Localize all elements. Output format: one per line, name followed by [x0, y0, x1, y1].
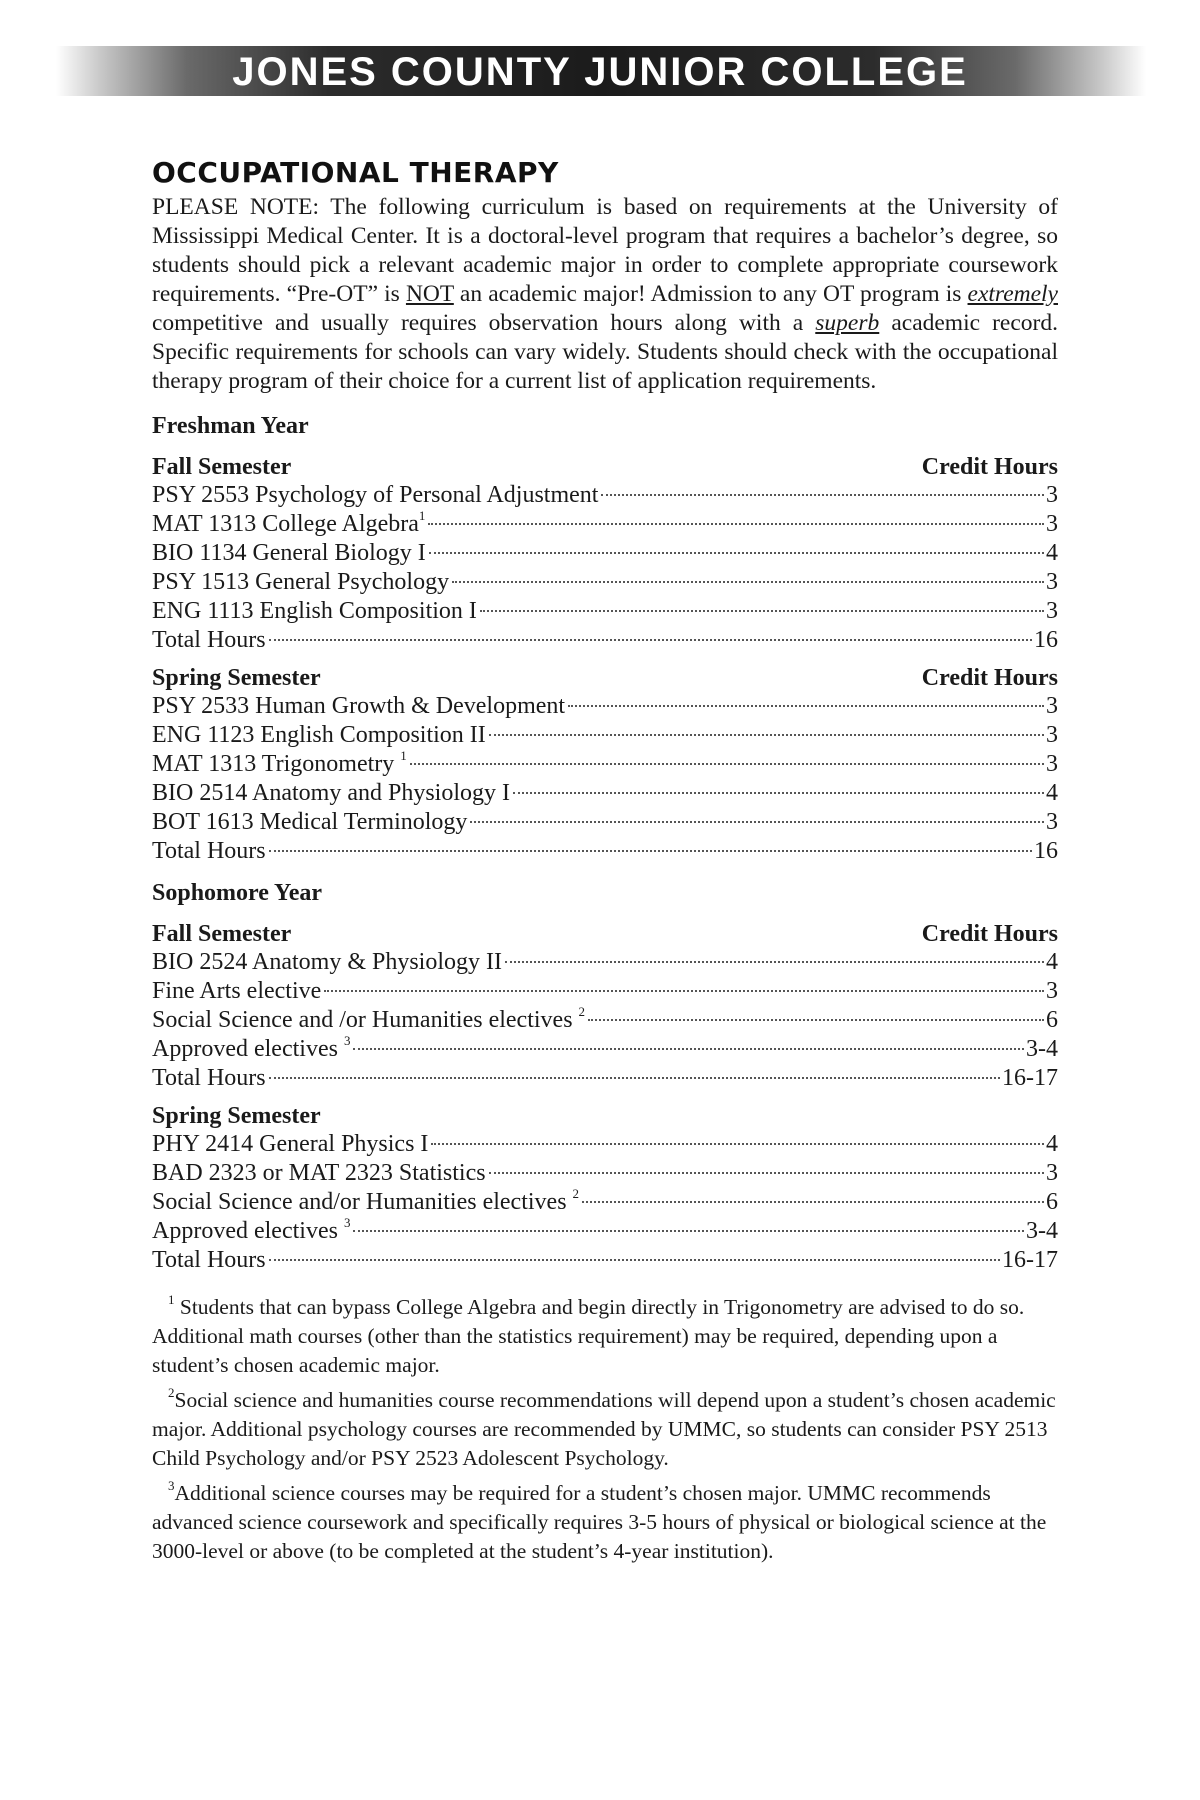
credit-hours-label: Credit Hours	[921, 665, 1058, 691]
total-hours: 16	[1034, 838, 1058, 864]
course-row	[152, 692, 1058, 721]
course-name: Approved electives $^3$	[152, 1033, 351, 1062]
total-label: Total Hours	[152, 627, 266, 653]
course-row	[152, 779, 1058, 808]
dot-leader	[269, 639, 1032, 641]
course-row	[152, 481, 1058, 510]
course-hours: 4	[1046, 780, 1058, 806]
semester-header	[152, 1102, 1058, 1130]
dot-leader	[410, 763, 1044, 765]
total-hours: 16-17	[1002, 1247, 1058, 1273]
dot-leader	[480, 610, 1044, 612]
dot-leader	[505, 961, 1044, 963]
dot-leader	[428, 523, 1044, 525]
semester-label: Spring Semester	[152, 665, 321, 691]
course-name: PHY 2414 General Physics I	[152, 1131, 429, 1157]
dot-leader	[588, 1019, 1044, 1021]
semester-header	[152, 453, 1058, 481]
dot-leader	[269, 1077, 1000, 1079]
total-hours: 16	[1034, 627, 1058, 653]
footnote-mark: 1	[168, 1291, 175, 1307]
course-row	[152, 1159, 1058, 1188]
course-name: BIO 2514 Anatomy and Physiology I	[152, 780, 510, 806]
footnote-ref: 1	[400, 748, 407, 763]
semester-label: Fall Semester	[152, 454, 292, 480]
course-name: ENG 1113 English Composition I	[152, 598, 477, 624]
course-name: Approved electives $^3$	[152, 1215, 351, 1244]
footnote-text: Social science and humanities course recommendations will depend upon a student’s chosen academic major. Additional psychology courses are recommended by UMMC, so students can consider PSY 2513 Child Psychology and/or PSY 2523 Adolescent Psychology.	[152, 1388, 1056, 1470]
note-not-emphasis: NOT	[405, 281, 454, 307]
footnote-1	[152, 1293, 1058, 1380]
note-superb-emphasis: superb	[815, 310, 880, 336]
dot-leader	[429, 552, 1044, 554]
freshman-year-heading: Freshman Year	[152, 413, 309, 439]
course-name: ENG 1123 English Composition II	[152, 722, 486, 748]
dot-leader	[269, 1259, 1000, 1261]
course-name: MAT 1313 Trigonometry $^1$	[152, 748, 407, 777]
footnote-3	[152, 1479, 1058, 1566]
course-name: PSY 2553 Psychology of Personal Adjustment	[152, 482, 599, 508]
course-row	[152, 948, 1058, 977]
credit-hours-label: Credit Hours	[921, 454, 1058, 480]
course-name: Social Science and /or Humanities electives $^2$	[152, 1004, 586, 1033]
course-hours: 3	[1046, 1160, 1058, 1186]
semester-label: Fall Semester	[152, 921, 292, 947]
dot-leader	[470, 821, 1044, 823]
course-name: MAT 1313 College Algebra$^1$	[152, 508, 426, 537]
course-hours: 3	[1046, 751, 1058, 777]
note-extremely-emphasis: extremely	[967, 281, 1058, 307]
course-name: BIO 1134 General Biology I	[152, 540, 426, 566]
dot-leader	[353, 1230, 1024, 1232]
sophomore-fall-semester	[152, 920, 1058, 1093]
total-row	[152, 1064, 1058, 1093]
note-text-4: academic record. Specific requirements for schools can vary widely. Students should check with the occupational therapy program of their choice for a current list of application requirements.	[152, 310, 1058, 394]
note-text-3: competitive and usually requires observation hours along with a	[152, 310, 816, 336]
footnote-text: Students that can bypass College Algebra and begin directly in Trigonometry are advised to do so. Additional math courses (other than the statistics requirement) may be required, depending upon a student’s chosen academic major.	[152, 1295, 1025, 1377]
footnote-ref: 2	[572, 1186, 580, 1201]
footnote-mark: 3	[168, 1477, 175, 1493]
course-name: PSY 1513 General Psychology	[152, 569, 450, 595]
sophomore-spring-semester	[152, 1102, 1058, 1275]
course-hours: 3	[1046, 809, 1058, 835]
course-row	[152, 1188, 1058, 1217]
course-name: BOT 1613 Medical Terminology	[152, 809, 468, 835]
course-hours: 3	[1046, 511, 1058, 537]
footnote-ref: 3	[343, 1215, 351, 1230]
course-row	[152, 1130, 1058, 1159]
footnote-ref: 2	[578, 1004, 586, 1019]
main-content	[152, 156, 1058, 1572]
course-row	[152, 977, 1058, 1006]
dot-leader	[452, 581, 1044, 583]
dot-leader	[353, 1048, 1024, 1050]
course-hours: 3-4	[1026, 1036, 1058, 1062]
course-row	[152, 721, 1058, 750]
course-hours: 3-4	[1026, 1218, 1058, 1244]
total-row	[152, 1246, 1058, 1275]
course-row	[152, 1035, 1058, 1064]
course-hours: 3	[1046, 693, 1058, 719]
dot-leader	[324, 990, 1044, 992]
total-row	[152, 837, 1058, 866]
course-name: Fine Arts elective	[152, 978, 322, 1004]
course-row	[152, 510, 1058, 539]
course-row	[152, 1006, 1058, 1035]
total-row	[152, 626, 1058, 655]
dot-leader	[269, 850, 1032, 852]
semester-label: Spring Semester	[152, 1103, 321, 1129]
course-hours: 3	[1046, 598, 1058, 624]
sophomore-year-heading: Sophomore Year	[152, 880, 322, 906]
course-hours: 4	[1046, 1131, 1058, 1157]
course-hours: 6	[1046, 1007, 1058, 1033]
section-title: OCCUPATIONAL THERAPY	[152, 156, 559, 189]
dot-leader	[513, 792, 1044, 794]
course-hours: 3	[1046, 482, 1058, 508]
course-name: Social Science and/or Humanities electives $^2$	[152, 1186, 580, 1215]
course-row	[152, 750, 1058, 779]
footnotes	[152, 1293, 1058, 1566]
course-row	[152, 1217, 1058, 1246]
footnote-text: Additional science courses may be required for a student’s chosen major. UMMC recommends advanced science coursework and specifically requires 3-5 hours of physical or biological science at the 3000-level or above (to be completed at the student’s 4-year institution).	[152, 1481, 1047, 1563]
dot-leader	[601, 494, 1044, 496]
dot-leader	[489, 1172, 1044, 1174]
footnote-ref: 3	[343, 1033, 351, 1048]
course-name: BAD 2323 or MAT 2323 Statistics	[152, 1160, 486, 1186]
freshman-spring-semester	[152, 664, 1058, 866]
dot-leader	[431, 1143, 1044, 1145]
college-name: JONES COUNTY JUNIOR COLLEGE	[232, 50, 968, 94]
course-hours: 3	[1046, 569, 1058, 595]
course-hours: 3	[1046, 978, 1058, 1004]
total-label: Total Hours	[152, 1247, 266, 1273]
total-hours: 16-17	[1002, 1065, 1058, 1091]
course-hours: 4	[1046, 540, 1058, 566]
course-hours: 6	[1046, 1189, 1058, 1215]
footnote-ref: 1	[418, 508, 426, 523]
dot-leader	[489, 734, 1044, 736]
total-label: Total Hours	[152, 838, 266, 864]
total-label: Total Hours	[152, 1065, 266, 1091]
please-note-paragraph	[152, 193, 1058, 396]
semester-header	[152, 664, 1058, 692]
course-hours: 3	[1046, 722, 1058, 748]
credit-hours-label: Credit Hours	[921, 921, 1058, 947]
course-row	[152, 539, 1058, 568]
footnote-mark: 2	[168, 1384, 175, 1400]
dot-leader	[582, 1201, 1044, 1203]
footnote-2	[152, 1386, 1058, 1473]
course-row	[152, 808, 1058, 837]
course-row	[152, 568, 1058, 597]
dot-leader	[568, 705, 1044, 707]
note-text-2: an academic major! Admission to any OT program is	[453, 281, 968, 307]
semester-header	[152, 920, 1058, 948]
course-hours: 4	[1046, 949, 1058, 975]
course-row	[152, 597, 1058, 626]
freshman-fall-semester	[152, 453, 1058, 655]
note-text-1: PLEASE NOTE: The following curriculum is based on requirements at the University of Mississippi Medical Center. It is a doctoral-level program that requires a bachelor’s degree, so students should pick a relevant academic major in order to complete appropriate coursework requirements. “Pre-OT” is	[152, 194, 1058, 307]
course-name: BIO 2524 Anatomy & Physiology II	[152, 949, 503, 975]
course-name: PSY 2533 Human Growth & Development	[152, 693, 566, 719]
